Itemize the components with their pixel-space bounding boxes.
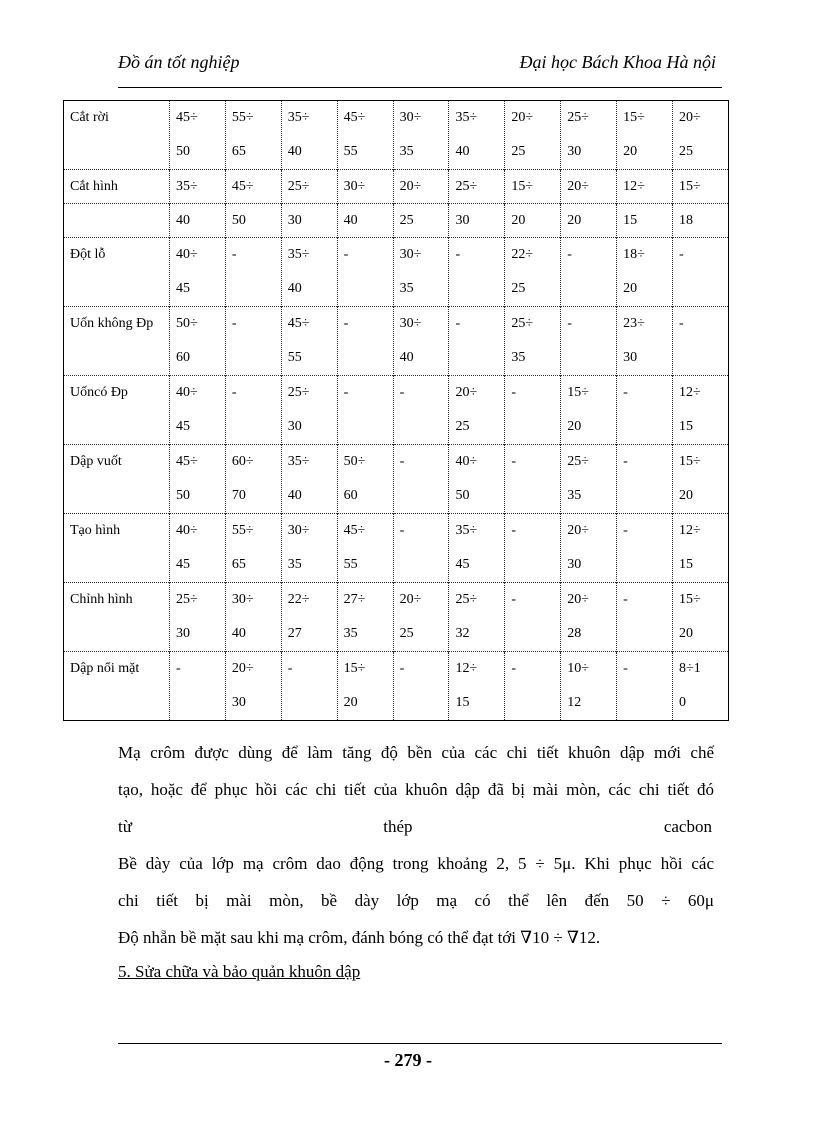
table-cell <box>673 204 729 238</box>
table-cell <box>170 583 226 652</box>
cell-value: 25÷ <box>287 385 310 400</box>
table-cell <box>281 101 337 170</box>
table-row <box>64 101 729 170</box>
cell-value: 27 <box>287 626 302 641</box>
table-cell <box>449 170 505 204</box>
table-cell <box>281 445 337 514</box>
table-cell <box>337 514 393 583</box>
cell-value: 35 <box>343 626 358 641</box>
table-cell <box>393 307 449 376</box>
cell-value: 28 <box>567 626 582 641</box>
table-cell <box>170 652 226 721</box>
cell-value: 40 <box>231 626 246 641</box>
table-cell <box>505 376 561 445</box>
table-cell <box>449 204 505 238</box>
cell-value: 15÷ <box>679 179 701 194</box>
table-cell <box>225 583 281 652</box>
cell-value: 40 <box>287 144 302 159</box>
table-cell <box>505 307 561 376</box>
cell-value: 30 <box>567 144 582 159</box>
table-cell <box>673 307 729 376</box>
table-row <box>64 445 729 514</box>
cell-value: 25 <box>679 144 694 159</box>
cell-value: 40 <box>287 281 302 296</box>
cell-value: 20 <box>343 695 358 710</box>
cell-value: 50 <box>176 488 190 503</box>
table-row <box>64 514 729 583</box>
table-cell <box>673 376 729 445</box>
cell-value: - <box>231 385 237 400</box>
cell-value: 40÷ <box>176 523 198 538</box>
cell-value: 40÷ <box>176 247 198 262</box>
paragraph-line-5: chi tiết bị mài mòn, bề dày lớp mạ có thể lên đến 50 ÷ 60μ <box>118 891 714 910</box>
cell-value: 30 <box>623 350 638 365</box>
table-cell <box>281 376 337 445</box>
table-row <box>64 583 729 652</box>
cell-value: 45 <box>176 557 190 572</box>
table-cell <box>225 101 281 170</box>
cell-value: - <box>623 661 628 676</box>
table-cell <box>393 170 449 204</box>
cell-value: 50÷ <box>343 454 366 469</box>
table-cell <box>225 445 281 514</box>
cell-value: 20 <box>679 626 694 641</box>
cell-value: 50 <box>455 488 470 503</box>
cell-value: 25÷ <box>567 454 589 469</box>
cell-value: 45÷ <box>343 523 366 538</box>
cell-value: 12÷ <box>455 661 478 676</box>
table-cell <box>505 238 561 307</box>
table-cell <box>561 376 617 445</box>
table-cell <box>393 101 449 170</box>
table-cell <box>281 238 337 307</box>
cell-value: 30 <box>287 213 302 228</box>
paragraph-line-6: Độ nhẵn bề mặt sau khi mạ crôm, đánh bóng có thể đạt tới ∇10 ÷ ∇12. <box>118 928 601 947</box>
table-cell <box>337 101 393 170</box>
table-cell <box>617 376 673 445</box>
table-cell <box>449 238 505 307</box>
cell-value: 55 <box>287 350 302 365</box>
table-cell <box>337 376 393 445</box>
table-cell <box>617 307 673 376</box>
cell-value: - <box>511 523 517 538</box>
cell-value: 60÷ <box>231 454 254 469</box>
table-cell <box>393 514 449 583</box>
cell-value: - <box>343 316 349 331</box>
table-cell <box>281 170 337 204</box>
table-cell <box>561 652 617 721</box>
cell-value: 15 <box>679 419 694 434</box>
data-table <box>63 100 729 721</box>
paragraph-line-2: tạo, hoặc để phục hồi các chi tiết của khuôn dập đã bị mài mòn, các chi tiết đó <box>118 780 714 799</box>
cell-value: 55÷ <box>231 110 254 125</box>
table-cell <box>449 101 505 170</box>
paragraph-line-3 <box>118 808 714 845</box>
table-cell <box>561 583 617 652</box>
table-cell <box>337 307 393 376</box>
table-cell <box>673 514 729 583</box>
table-cell <box>449 583 505 652</box>
cell-value: 55 <box>343 557 358 572</box>
cell-value: 20÷ <box>511 110 534 125</box>
cell-value: 35 <box>511 350 526 365</box>
table-cell <box>449 445 505 514</box>
cell-value: 27÷ <box>343 592 366 607</box>
table-cell <box>393 652 449 721</box>
table-cell <box>225 307 281 376</box>
table-row <box>64 652 729 721</box>
table-cell <box>337 170 393 204</box>
cell-value: 18÷ <box>623 247 645 262</box>
table-cell <box>281 583 337 652</box>
cell-value: - <box>511 454 517 469</box>
cell-value: - <box>567 247 572 262</box>
table-cell <box>170 514 226 583</box>
cell-value: 25 <box>511 144 526 159</box>
cell-value: 20 <box>567 419 582 434</box>
table-cell <box>673 445 729 514</box>
cell-value: 35 <box>399 281 414 296</box>
cell-value: - <box>623 454 628 469</box>
cell-value: 45 <box>455 557 470 572</box>
cell-value: 30÷ <box>399 110 422 125</box>
cell-value: - <box>511 592 517 607</box>
footer-divider <box>118 1043 722 1044</box>
table-cell <box>281 204 337 238</box>
cell-value: 30÷ <box>287 523 310 538</box>
cell-value: 55 <box>343 144 358 159</box>
cell-value: 22÷ <box>511 247 534 262</box>
cell-value: - <box>511 661 517 676</box>
cell-value: 25÷ <box>455 592 478 607</box>
cell-value: 15÷ <box>511 179 534 194</box>
table-cell <box>225 238 281 307</box>
row-label: Tạo hình <box>64 514 170 583</box>
table-cell <box>505 101 561 170</box>
cell-value: 20 <box>623 281 638 296</box>
cell-value: 30÷ <box>399 247 422 262</box>
cell-value: - <box>231 316 237 331</box>
table-cell <box>505 204 561 238</box>
paragraph-word: từ <box>118 817 132 836</box>
cell-value: 35 <box>287 557 302 572</box>
cell-value: - <box>176 661 181 676</box>
cell-value: 20÷ <box>567 179 589 194</box>
table-cell <box>337 238 393 307</box>
cell-value: 22÷ <box>287 592 310 607</box>
cell-value: 25 <box>455 419 470 434</box>
table-cell <box>337 204 393 238</box>
table-cell <box>561 101 617 170</box>
table-cell <box>505 652 561 721</box>
table-row <box>64 376 729 445</box>
cell-value: 50 <box>231 213 246 228</box>
table-cell <box>617 583 673 652</box>
table-cell <box>617 170 673 204</box>
row-label: Uốncó Đp <box>64 376 170 445</box>
cell-value: 20 <box>679 488 694 503</box>
cell-value: 65 <box>231 144 246 159</box>
cell-value: 25÷ <box>287 179 310 194</box>
cell-value: 45 <box>176 281 190 296</box>
table-cell <box>561 514 617 583</box>
cell-value: 35 <box>567 488 582 503</box>
cell-value: 32 <box>455 626 470 641</box>
table-cell <box>337 652 393 721</box>
cell-value: 20÷ <box>455 385 478 400</box>
cell-value: 40 <box>455 144 470 159</box>
cell-value: 15÷ <box>623 110 645 125</box>
cell-value: 40÷ <box>455 454 478 469</box>
table-cell <box>225 376 281 445</box>
row-label <box>64 204 170 238</box>
table-cell <box>561 238 617 307</box>
cell-value: 30 <box>567 557 582 572</box>
row-label: Chỉnh hình <box>64 583 170 652</box>
cell-value: 15 <box>623 213 638 228</box>
cell-value: - <box>399 661 405 676</box>
table-cell <box>225 514 281 583</box>
table-row <box>64 238 729 307</box>
cell-value: 20 <box>511 213 526 228</box>
table-cell <box>673 583 729 652</box>
cell-value: - <box>399 454 405 469</box>
cell-value: - <box>623 385 628 400</box>
page-number: - 279 - <box>384 1050 432 1070</box>
table-cell <box>561 170 617 204</box>
cell-value: 40 <box>176 213 190 228</box>
cell-value: 35÷ <box>287 247 310 262</box>
table-cell <box>170 170 226 204</box>
cell-value: 20 <box>567 213 582 228</box>
table-cell <box>337 445 393 514</box>
cell-value: 70 <box>231 488 246 503</box>
paragraph-word: cacbon <box>663 817 712 836</box>
cell-value: 35÷ <box>176 179 198 194</box>
cell-value: 45÷ <box>231 179 254 194</box>
cell-value: 30 <box>455 213 470 228</box>
cell-value: 40 <box>343 213 358 228</box>
cell-value: 12÷ <box>679 523 701 538</box>
table-cell <box>281 652 337 721</box>
cell-value: - <box>567 316 572 331</box>
row-label: Uốn không Đp <box>64 307 170 376</box>
cell-value: 25÷ <box>567 110 589 125</box>
cell-value: 35 <box>399 144 414 159</box>
header-left-title: Đồ án tốt nghiệp <box>118 52 240 72</box>
table-cell <box>449 307 505 376</box>
cell-value: 30÷ <box>343 179 366 194</box>
cell-value: - <box>679 316 684 331</box>
cell-value: - <box>623 592 628 607</box>
cell-value: - <box>511 385 517 400</box>
table-row <box>64 307 729 376</box>
cell-value: 20÷ <box>567 592 589 607</box>
row-label: Dập vuốt <box>64 445 170 514</box>
table-row <box>64 170 729 204</box>
table-cell <box>225 204 281 238</box>
cell-value: 50÷ <box>176 316 198 331</box>
cell-value: 35÷ <box>287 110 310 125</box>
cell-value: 30 <box>231 695 246 710</box>
paragraph-line-1: Mạ crôm được dùng để làm tăng độ bền của các chi tiết khuôn dập mới chế <box>118 743 714 762</box>
table-cell <box>673 101 729 170</box>
cell-value: 12÷ <box>679 385 701 400</box>
cell-value: 45÷ <box>287 316 310 331</box>
table-cell <box>170 101 226 170</box>
table-cell <box>393 204 449 238</box>
cell-value: 30÷ <box>399 316 422 331</box>
cell-value: 15÷ <box>679 454 701 469</box>
row-label: Đột lỗ <box>64 238 170 307</box>
table-cell <box>281 307 337 376</box>
cell-value: 18 <box>679 213 694 228</box>
header-divider <box>118 87 722 88</box>
paragraph-word: thép <box>383 817 413 836</box>
cell-value: 20 <box>623 144 638 159</box>
cell-value: 30 <box>287 419 302 434</box>
table-cell <box>170 376 226 445</box>
cell-value: - <box>399 385 405 400</box>
section-heading: 5. Sửa chữa và bảo quản khuôn dập <box>118 962 361 981</box>
table-cell <box>393 445 449 514</box>
table-cell <box>449 376 505 445</box>
table-cell <box>561 445 617 514</box>
table-cell <box>617 238 673 307</box>
table-cell <box>617 514 673 583</box>
cell-value: 15 <box>679 557 694 572</box>
table-cell <box>225 652 281 721</box>
cell-value: 45 <box>176 419 190 434</box>
cell-value: 20÷ <box>679 110 701 125</box>
table-cell <box>170 204 226 238</box>
cell-value: 30÷ <box>231 592 254 607</box>
table-row <box>64 204 729 238</box>
cell-value: 10÷ <box>567 661 589 676</box>
cell-value: 20÷ <box>567 523 589 538</box>
cell-value: 12÷ <box>623 179 645 194</box>
table-cell <box>225 170 281 204</box>
cell-value: - <box>679 247 684 262</box>
cell-value: 45÷ <box>176 454 198 469</box>
cell-value: 23÷ <box>623 316 645 331</box>
cell-value: 30 <box>176 626 190 641</box>
cell-value: 20÷ <box>231 661 254 676</box>
table-cell <box>617 204 673 238</box>
cell-value: 15÷ <box>567 385 589 400</box>
cell-value: 40 <box>399 350 414 365</box>
cell-value: 45÷ <box>176 110 198 125</box>
cell-value: 50 <box>176 144 190 159</box>
table-cell <box>170 238 226 307</box>
table-cell <box>505 583 561 652</box>
cell-value: - <box>287 661 293 676</box>
table-cell <box>170 307 226 376</box>
table-cell <box>561 204 617 238</box>
table-cell <box>505 514 561 583</box>
cell-value: 25 <box>399 213 414 228</box>
cell-value: - <box>231 247 237 262</box>
cell-value: 35÷ <box>455 523 478 538</box>
table-cell <box>281 514 337 583</box>
cell-value: 12 <box>567 695 582 710</box>
table-cell <box>505 445 561 514</box>
cell-value: - <box>399 523 405 538</box>
cell-value: 25 <box>399 626 414 641</box>
table-cell <box>617 652 673 721</box>
cell-value: 40 <box>287 488 302 503</box>
cell-value: 35÷ <box>455 110 478 125</box>
cell-value: 25 <box>511 281 526 296</box>
cell-value: 25÷ <box>511 316 534 331</box>
table-cell <box>561 307 617 376</box>
cell-value: 40÷ <box>176 385 198 400</box>
table-cell <box>393 583 449 652</box>
table-cell <box>449 514 505 583</box>
table-cell <box>673 170 729 204</box>
cell-value: 60 <box>176 350 190 365</box>
table-cell <box>337 583 393 652</box>
cell-value: 25÷ <box>455 179 478 194</box>
cell-value: 35÷ <box>287 454 310 469</box>
cell-value: 15÷ <box>343 661 366 676</box>
cell-value: 15 <box>455 695 470 710</box>
row-label: Dập nổi mặt <box>64 652 170 721</box>
cell-value: 65 <box>231 557 246 572</box>
cell-value: - <box>455 316 461 331</box>
cell-value: 8÷1 <box>679 661 701 676</box>
cell-value: 25÷ <box>176 592 198 607</box>
header-right-title: Đại học Bách Khoa Hà nội <box>519 52 716 72</box>
cell-value: 55÷ <box>231 523 254 538</box>
cell-value: - <box>343 385 349 400</box>
table-cell <box>673 652 729 721</box>
table-cell <box>673 238 729 307</box>
table-cell <box>449 652 505 721</box>
table-cell <box>617 101 673 170</box>
row-label: Cắt hình <box>64 170 170 204</box>
cell-value: 20÷ <box>399 179 422 194</box>
table-cell <box>170 445 226 514</box>
row-label: Cắt rời <box>70 110 109 125</box>
cell-value: - <box>455 247 461 262</box>
table-cell <box>617 445 673 514</box>
cell-value: 60 <box>343 488 358 503</box>
table-cell <box>505 170 561 204</box>
table-cell <box>393 376 449 445</box>
cell-value: 20÷ <box>399 592 422 607</box>
cell-value: 15÷ <box>679 592 701 607</box>
cell-value: - <box>623 523 628 538</box>
table-cell <box>393 238 449 307</box>
cell-value: - <box>343 247 349 262</box>
cell-value: 0 <box>679 695 687 710</box>
cell-value: 45÷ <box>343 110 366 125</box>
paragraph-line-4: Bề dày của lớp mạ crôm dao động trong khoảng 2, 5 ÷ 5μ. Khi phục hồi các <box>118 854 714 873</box>
